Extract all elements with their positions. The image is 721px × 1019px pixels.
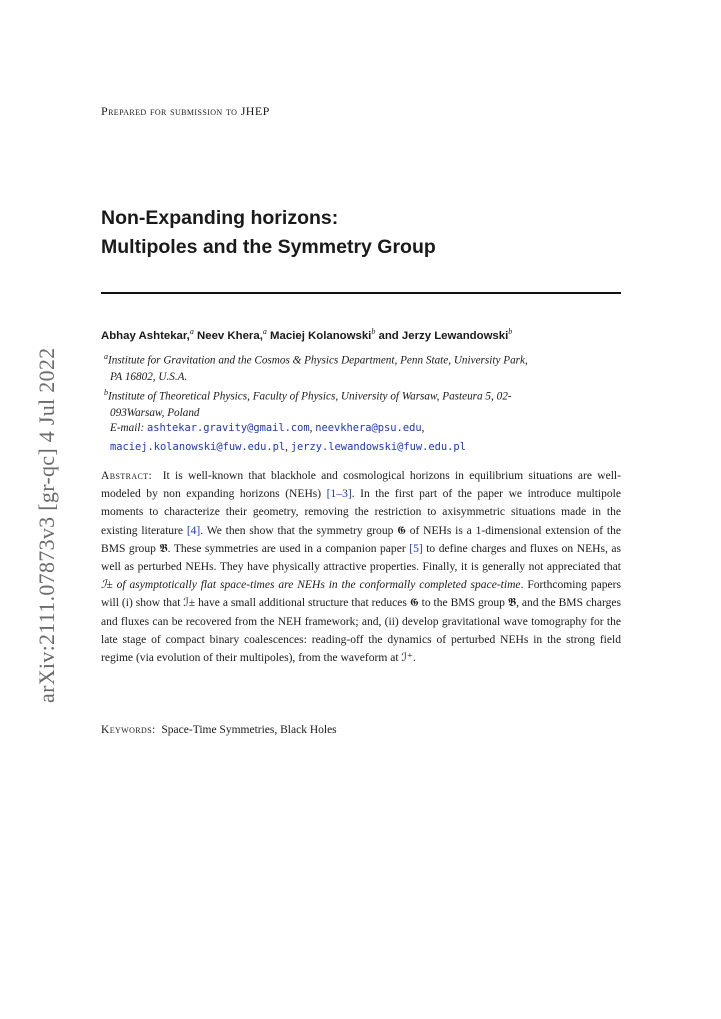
affiliation-line: Institute of Theoretical Physics, Faculty of Physics, University of Warsaw, Pasteura 5, 02- bbox=[108, 390, 512, 403]
email-label: E-mail: bbox=[110, 422, 145, 434]
citation-link[interactable]: [5] bbox=[409, 542, 423, 555]
abstract-text: to define charges and fluxes on NEHs, as well as perturbed NEHs. They have physically attractive properties. Finally, it is generally not appreciated that bbox=[101, 542, 621, 574]
journal-note: Prepared for submission to JHEP bbox=[101, 104, 270, 118]
keywords-label: Keywords: bbox=[101, 724, 156, 736]
author-name: and Jerzy Lewandowski bbox=[378, 329, 509, 342]
citation-link[interactable]: [4] bbox=[186, 524, 201, 537]
affiliation-mark: a bbox=[104, 352, 108, 361]
affiliation-line: PA 16802, U.S.A. bbox=[110, 370, 188, 383]
author-name: Maciej Kolanowski bbox=[270, 329, 372, 342]
affiliation-mark: b bbox=[104, 388, 108, 397]
abstract-text: . In the first part of the paper we introduce multipole moments to characterize their geometry, removing the restriction to axisymmetric situations made in the existing literature bbox=[101, 488, 621, 537]
title-line-2: Multipoles and the Symmetry Group bbox=[101, 236, 436, 258]
author-mark: b bbox=[371, 327, 376, 336]
affiliation-a bbox=[104, 349, 621, 385]
author-name: Neev Khera, bbox=[197, 329, 263, 342]
email-link[interactable]: maciej.kolanowski@fuw.edu.pl bbox=[110, 441, 286, 453]
author-list bbox=[101, 327, 512, 342]
arxiv-identifier: arXiv:2111.07873v3 [gr-qc] 4 Jul 2022 bbox=[34, 347, 59, 703]
abstract-text: . We then show that the symmetry group 𝕲 of NEHs is a 1-dimensional extension of the BMS group 𝕭. These symmetries are used in a companion paper bbox=[101, 524, 621, 555]
title-line-1: Non-Expanding horizons: bbox=[101, 207, 339, 229]
abstract-text: It is well-known that blackhole and cosmological horizons in equilibrium situations are well-modeled by non expanding horizons (NEHs) bbox=[101, 470, 621, 501]
email-link[interactable]: jerzy.lewandowski@fuw.edu.pl bbox=[290, 441, 466, 453]
paper-title bbox=[101, 204, 436, 262]
abstract-text: . Forthcoming papers will (i) show that ℐ± have a small additional structure that reduces 𝕲 to the BMS group 𝕭, and the BMS charges and fluxes can be recovered from the NEH framework; and, (ii) develop gravitational wave tomography for the late stage of compact binary coalescences: reading-off the dynamics of perturbed NEHs in the strong field regime (via evolution of their multipoles), from the waveform at ℐ⁺. bbox=[101, 579, 621, 665]
keywords bbox=[101, 724, 337, 736]
affiliation-line: 093Warsaw, Poland bbox=[110, 406, 200, 419]
abstract-emphasis: ℐ± of asymptotically flat space-times are NEHs in the conformally completed space-time bbox=[101, 579, 521, 592]
email-link[interactable]: ashtekar.gravity@gmail.com bbox=[146, 422, 310, 434]
abstract-heading: Abstract: bbox=[101, 470, 153, 482]
citation-link[interactable]: [1–3] bbox=[326, 488, 352, 501]
author-mark: a bbox=[262, 327, 267, 336]
affiliation-b bbox=[104, 385, 621, 421]
affiliation-line: Institute for Gravitation and the Cosmos & Physics Department, Penn State, University Park, bbox=[108, 354, 528, 367]
abstract bbox=[101, 467, 621, 667]
keywords-text: Space-Time Symmetries, Black Holes bbox=[161, 724, 337, 736]
author-name: Abhay Ashtekar, bbox=[101, 329, 190, 342]
author-mark: b bbox=[508, 327, 513, 336]
email-line-2: maciej.kolanowski@fuw.edu.pl, jerzy.lewandowski@fuw.edu.pl bbox=[110, 441, 466, 453]
email-link[interactable]: neevkhera@psu.edu bbox=[315, 422, 422, 434]
title-rule bbox=[101, 292, 621, 294]
email-line-1: E-mail: ashtekar.gravity@gmail.com, neevkhera@psu.edu, bbox=[110, 422, 425, 434]
author-mark: a bbox=[189, 327, 194, 336]
